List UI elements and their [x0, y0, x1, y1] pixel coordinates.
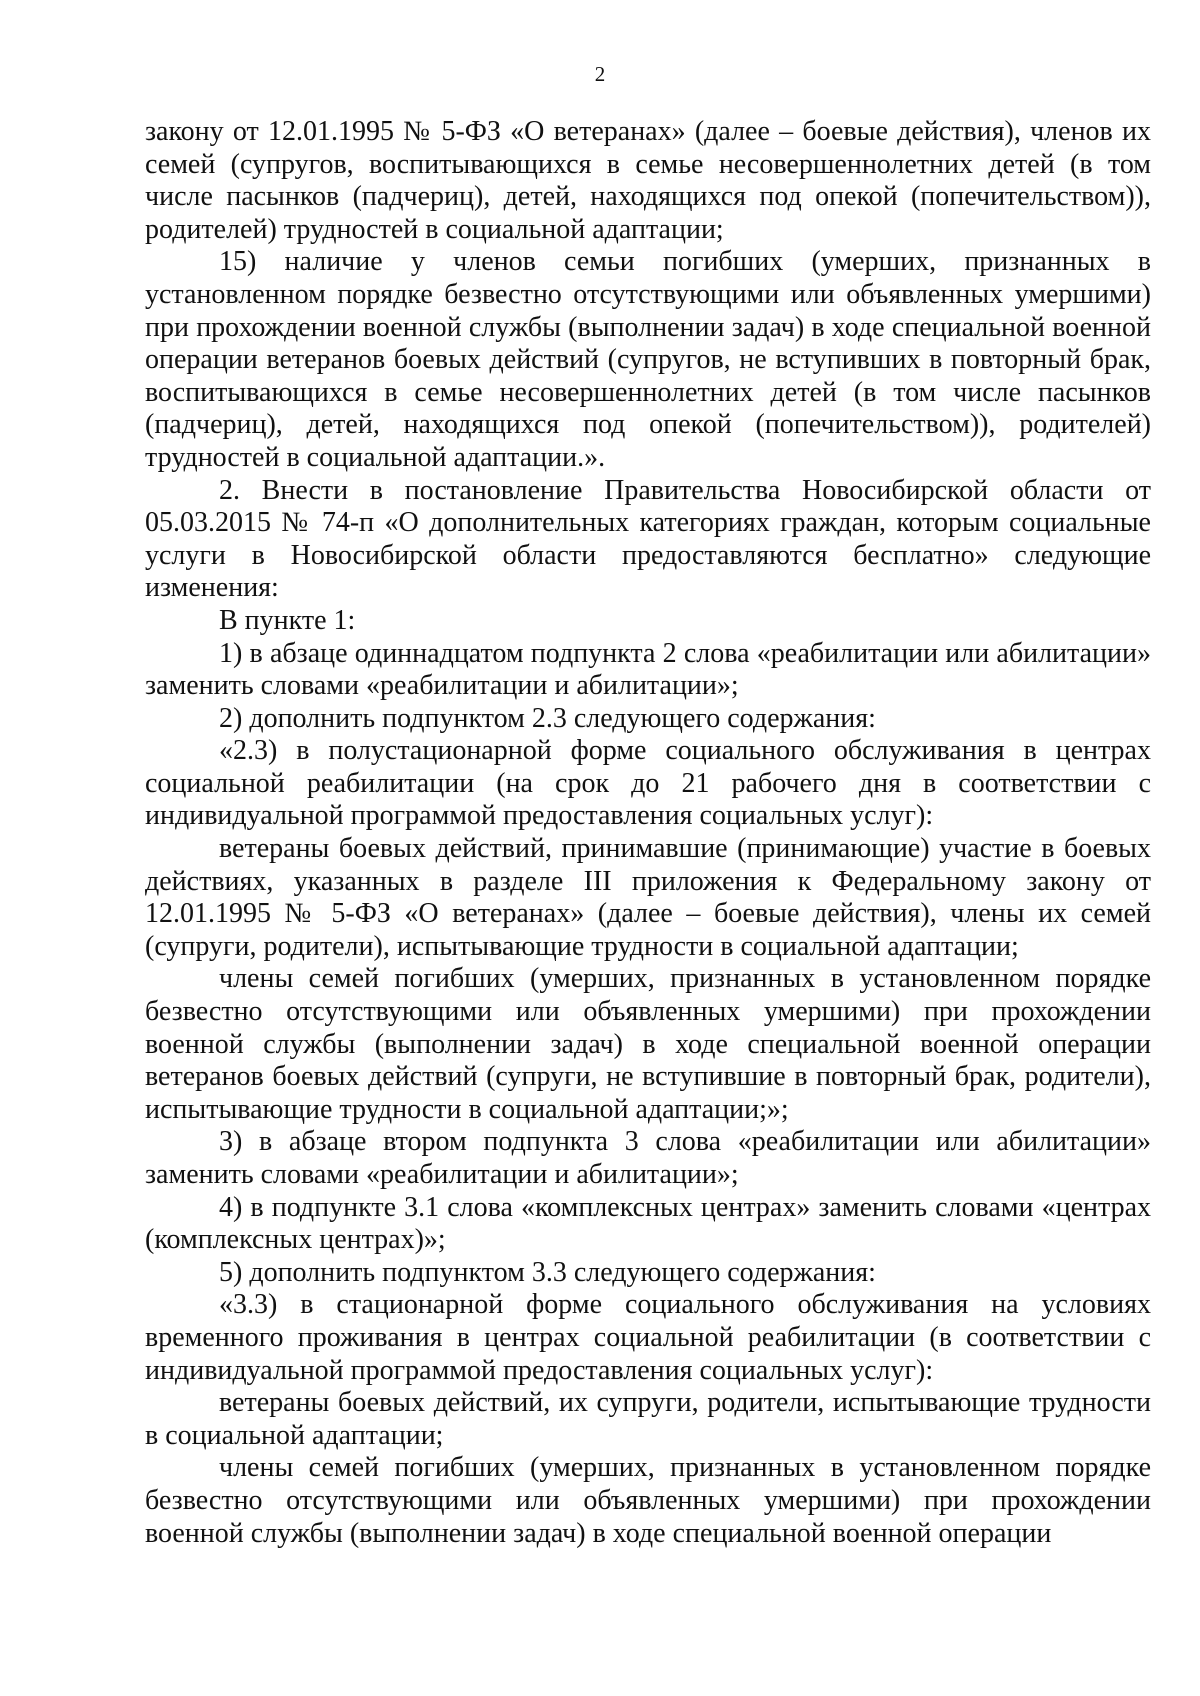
paragraph-continuation: закону от 12.01.1995 № 5-ФЗ «О ветеранах» (далее – боевые действия), членов их семей (супругов, воспитывающихся в семье несовершеннолетних детей (в том числе пасынков (падчериц), детей, находящихся под опекой (попечительством)), родителей) трудностей в социальной адаптации;	[145, 116, 1151, 245]
paragraph-quote-2-3: «2.3) в полустационарной форме социального обслуживания в центрах социальной реабилитации (на срок до 21 рабочего дня в соответствии с индивидуальной программой предоставления социальных услуг):	[145, 735, 1151, 832]
paragraph-subitem-5: 5) дополнить подпунктом 3.3 следующего содержания:	[219, 1256, 876, 1288]
paragraph-subitem-2: 2) дополнить подпунктом 2.3 следующего содержания:	[219, 702, 876, 734]
paragraph-families-category-2: члены семей погибших (умерших, признанных в установленном порядке безвестно отсутствующими или объявленных умершими) при прохождении военной службы (выполнении задач) в ходе специальной военной операции	[145, 1452, 1151, 1549]
paragraph-section-2: 2. Внести в постановление Правительства Новосибирской области от 05.03.2015 № 74-п «О дополнительных категориях граждан, которым социальные услуги в Новосибирской области предоставляются бесплатно» следующие изменения:	[145, 474, 1151, 604]
paragraph-subitem-3: 3) в абзаце втором подпункта 3 слова «реабилитации или абилитации» заменить словами «реабилитации и абилитации»;	[145, 1126, 1151, 1190]
document-body	[145, 116, 1151, 1550]
paragraph-point-1-intro: В пункте 1:	[219, 604, 356, 636]
paragraph-veterans-category: ветераны боевых действий, принимавшие (принимающие) участие в боевых действиях, указанных в разделе III приложения к Федеральному закону от 12.01.1995 № 5-ФЗ «О ветеранах» (далее – боевые действия), члены их семей (супруги, родители), испытывающие трудности в социальной адаптации;	[145, 833, 1151, 962]
paragraph-subitem-4: 4) в подпункте 3.1 слова «комплексных центрах» заменить словами «центрах (комплексных центрах)»;	[145, 1191, 1151, 1256]
paragraph-quote-3-3: «3.3) в стационарной форме социального обслуживания на условиях временного проживания в центрах социальной реабилитации (в соответствии с индивидуальной программой предоставления социальных услуг):	[145, 1289, 1151, 1386]
paragraph-families-category: члены семей погибших (умерших, признанных в установленном порядке безвестно отсутствующими или объявленных умершими) при прохождении военной службы (выполнении задач) в ходе специальной военной операции ветеранов боевых действий (супруги, не вступившие в повторный брак, родители), испытывающие трудности в социальной адаптации;»;	[145, 963, 1151, 1125]
paragraph-veterans-spouses: ветераны боевых действий, их супруги, родители, испытывающие трудности в социальной адаптации;	[145, 1387, 1151, 1451]
page-number: 2	[594, 62, 606, 86]
paragraph-subitem-1: 1) в абзаце одиннадцатом подпункта 2 слова «реабилитации или абилитации» заменить словами «реабилитации и абилитации»;	[145, 637, 1151, 702]
paragraph-item-15: 15) наличие у членов семьи погибших (умерших, признанных в установленном порядке безвестно отсутствующими или объявленных умершими) при прохождении военной службы (выполнении задач) в ходе специальной военной операции ветеранов боевых действий (супругов, не вступивших в повторный брак, воспитывающихся в семье несовершеннолетних детей (в том числе пасынков (падчериц), детей, находящихся под опекой (попечительством)), родителей) трудностей в социальной адаптации.».	[145, 246, 1151, 473]
